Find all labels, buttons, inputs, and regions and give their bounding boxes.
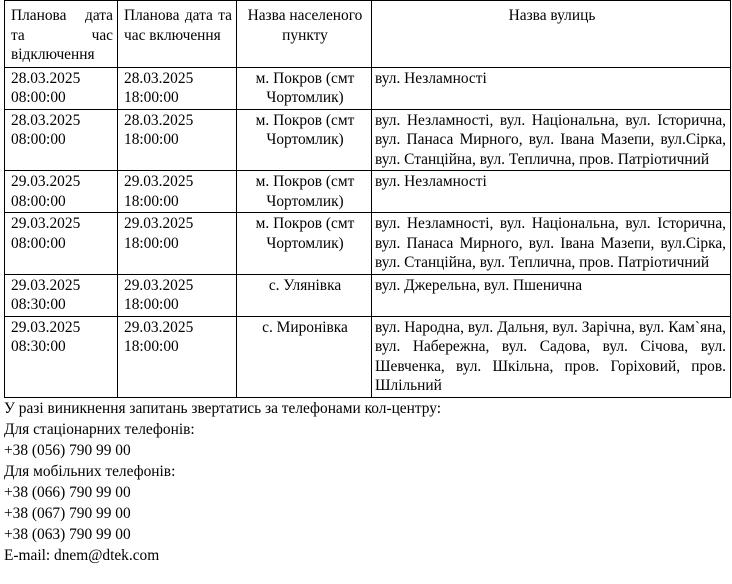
header-planned-on: Планова дата та час включення: [118, 1, 237, 68]
cell-on-datetime-text: 18:00:00: [124, 296, 179, 313]
cell-off-datetime: [5, 274, 118, 316]
cell-on-datetime-text: 29.03.2025: [124, 215, 194, 232]
cell-locality: [237, 67, 372, 109]
cell-locality: [237, 274, 372, 316]
cell-off-datetime: [5, 171, 118, 213]
cell-streets-text: вул. Народна, вул. Дальня, вул. Зарічна, вул. Кам`яна, вул. Набережна, вул. Садова, вул. Січова, вул. Шевченка, вул. Шкільна, пров. Горіховий, пров. Шлільний: [375, 318, 726, 394]
cell-on-datetime-text: 18:00:00: [124, 192, 179, 210]
cell-locality: [237, 316, 372, 397]
cell-on-datetime-text: 28.03.2025: [124, 111, 194, 129]
table-header-row: [5, 1, 731, 68]
cell-streets-text: вул. Незламності: [375, 173, 487, 190]
contact-email: E-mail: dnem@dtek.com: [4, 546, 160, 564]
cell-on-datetime-text: 18:00:00: [124, 89, 179, 106]
table-row: [5, 316, 731, 397]
cell-off-datetime-text: 08:00:00: [11, 234, 66, 252]
cell-off-datetime-text: 08:00:00: [11, 192, 66, 210]
cell-locality-text: с. Миронівка: [262, 318, 348, 336]
cell-on-datetime-text: 29.03.2025: [124, 276, 194, 294]
document-page: [4, 0, 730, 566]
cell-off-datetime: [5, 109, 118, 171]
cell-off-datetime-text: 29.03.2025: [11, 173, 81, 190]
cell-streets: [372, 171, 731, 213]
header-planned-off: Планова дата та час відключення: [5, 1, 118, 68]
cell-on-datetime-text: 28.03.2025: [124, 69, 194, 87]
cell-locality-text: м. Покров (смт Чортомлик): [255, 173, 355, 210]
cell-off-datetime-text: 08:00:00: [11, 89, 66, 106]
contact-info: [4, 398, 730, 566]
cell-on-datetime-text: 29.03.2025: [124, 173, 194, 190]
cell-locality: [237, 213, 372, 275]
mobile-phone: +38 (067) 790 99 00: [4, 504, 131, 522]
cell-on-datetime-text: 18:00:00: [124, 338, 179, 355]
cell-locality: [237, 109, 372, 171]
cell-streets-text: вул. Джерельна, вул. Пшенична: [375, 276, 583, 294]
cell-streets-text: вул. Незламності: [375, 69, 487, 87]
cell-locality-text: м. Покров (смт Чортомлик): [255, 215, 355, 252]
cell-off-datetime-text: 08:30:00: [11, 296, 66, 313]
table-row: [5, 67, 731, 109]
cell-on-datetime: [118, 109, 237, 171]
cell-off-datetime: [5, 67, 118, 109]
header-locality: Назва населеного пункту: [237, 1, 372, 68]
cell-off-datetime-text: 28.03.2025: [11, 69, 81, 87]
table-row: [5, 274, 731, 316]
cell-on-datetime-text: 18:00:00: [124, 234, 179, 252]
cell-off-datetime-text: 29.03.2025: [11, 318, 81, 336]
cell-locality-text: с. Улянівка: [268, 276, 342, 294]
table-row: [5, 109, 731, 171]
mobile-phone: +38 (066) 790 99 00: [4, 483, 131, 501]
table-row: [5, 171, 731, 213]
cell-streets-text: вул. Незламності, вул. Національна, вул. Історична, вул. Панаса Мирного, вул. Івана Мазепи, вул.Сірка, вул. Станційна, вул. Теплична, пров. Патріотичний: [375, 111, 726, 168]
cell-off-datetime: [5, 316, 118, 397]
cell-off-datetime-text: 28.03.2025: [11, 111, 81, 129]
cell-on-datetime-text: 18:00:00: [124, 131, 179, 148]
cell-on-datetime: [118, 67, 237, 109]
header-streets: Назва вулиць: [372, 1, 731, 68]
cell-on-datetime: [118, 316, 237, 397]
table-row: [5, 213, 731, 275]
cell-streets: [372, 109, 731, 171]
cell-on-datetime-text: 29.03.2025: [124, 318, 194, 336]
contact-intro: У разі виникнення запитань звертатись за телефонами кол-центру:: [4, 399, 442, 417]
stationary-phone: +38 (056) 790 99 00: [4, 441, 131, 459]
cell-locality: [237, 171, 372, 213]
cell-off-datetime: [5, 213, 118, 275]
cell-streets: [372, 67, 731, 109]
table-body: [5, 67, 731, 397]
mobile-label: Для мобільних телефонів:: [4, 462, 176, 480]
cell-streets: [372, 213, 731, 275]
cell-off-datetime-text: 08:30:00: [11, 338, 66, 355]
cell-streets: [372, 274, 731, 316]
cell-on-datetime: [118, 274, 237, 316]
cell-streets: [372, 316, 731, 397]
cell-locality-text: м. Покров (смт Чортомлик): [255, 111, 355, 148]
outage-schedule-table: [4, 0, 731, 398]
cell-streets-text: вул. Незламності, вул. Національна, вул. Історична, вул. Панаса Мирного, вул. Івана Мазепи, вул.Сірка, вул. Станційна, вул. Теплична, пров. Патріотичний: [375, 215, 726, 271]
stationary-label: Для стаціонарних телефонів:: [4, 420, 195, 438]
cell-locality-text: м. Покров (смт Чортомлик): [255, 69, 355, 106]
cell-off-datetime-text: 08:00:00: [11, 131, 66, 148]
cell-off-datetime-text: 29.03.2025: [11, 276, 81, 294]
mobile-phone: +38 (063) 790 99 00: [4, 525, 131, 543]
cell-on-datetime: [118, 213, 237, 275]
cell-on-datetime: [118, 171, 237, 213]
cell-off-datetime-text: 29.03.2025: [11, 215, 81, 232]
